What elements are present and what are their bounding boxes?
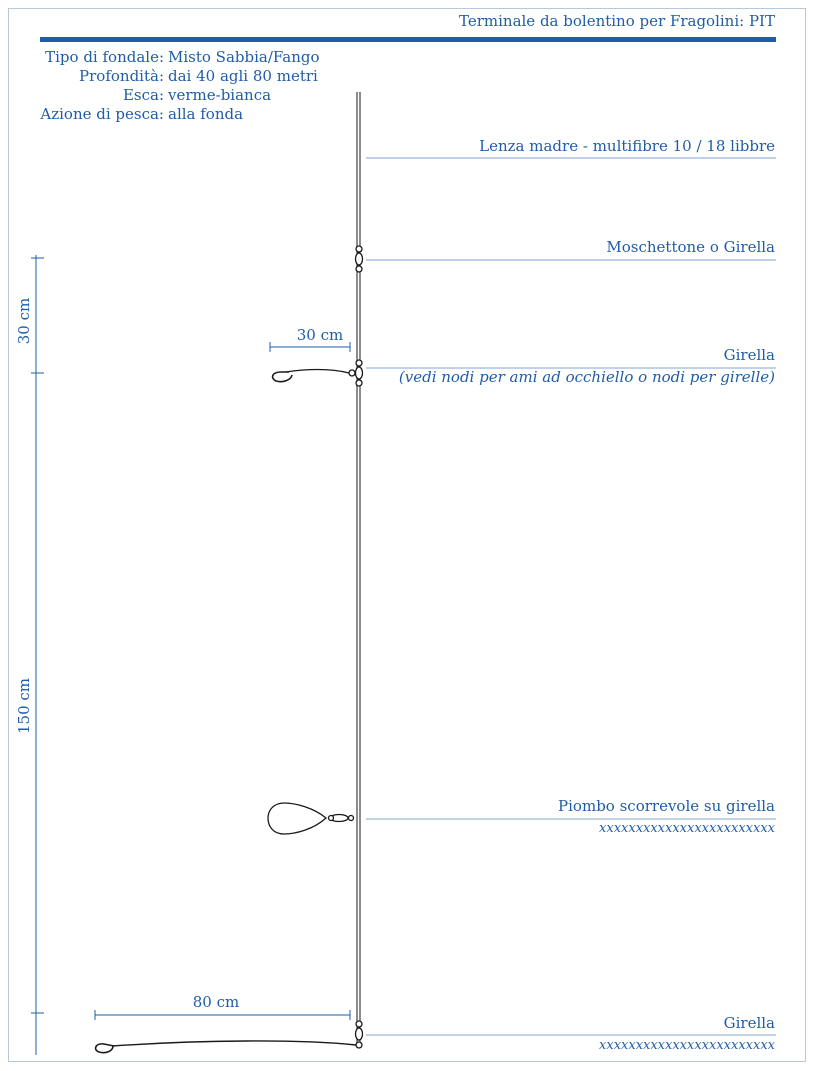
label-swivel-1-note: (vedi nodi per ami ad occhiello o nodi per girelle): [398, 368, 775, 386]
label-snap-swivel: Moschettone o Girella: [606, 238, 775, 256]
diagram-title: Terminale da bolentino per Fragolini: PIT: [459, 12, 775, 30]
info-value: alla fonda: [168, 105, 244, 123]
hook-lower: [96, 1044, 114, 1053]
dim-lower-gap-label: 150 cm: [15, 677, 33, 735]
info-key: Azione di pesca:: [40, 105, 164, 123]
dimension-lines: [31, 255, 350, 1055]
hook-upper: [273, 372, 292, 382]
swivel-2: [356, 1021, 363, 1048]
info-value: dai 40 agli 80 metri: [168, 67, 318, 85]
upper-snood: [286, 370, 349, 374]
label-swivel-2-note: xxxxxxxxxxxxxxxxxxxxxxxx: [599, 1038, 775, 1053]
label-leader-lines: [366, 158, 776, 1035]
swivel-1: [349, 360, 363, 386]
info-value: Misto Sabbia/Fango: [168, 48, 320, 66]
info-key: Tipo di fondale:: [45, 48, 164, 66]
info-key: Profondità:: [79, 67, 164, 85]
label-sinker: Piombo scorrevole su girella: [558, 797, 775, 815]
dim-upper-gap-label: 30 cm: [15, 297, 33, 345]
label-swivel-1: Girella: [723, 346, 775, 364]
label-sinker-note: xxxxxxxxxxxxxxxxxxxxxxxx: [599, 821, 775, 836]
dim-lower-snood-label: 80 cm: [192, 993, 240, 1011]
label-main-line: Lenza madre - multifibre 10 / 18 libbre: [479, 137, 775, 155]
dim-upper-snood-label: 30 cm: [296, 326, 344, 344]
info-key: Esca:: [122, 86, 164, 104]
snap-swivel: [356, 246, 363, 272]
lower-snood: [112, 1041, 356, 1046]
main-line: [357, 92, 360, 1045]
info-value: verme-bianca: [168, 86, 272, 104]
sinker: [268, 803, 354, 834]
label-swivel-2: Girella: [723, 1014, 775, 1032]
